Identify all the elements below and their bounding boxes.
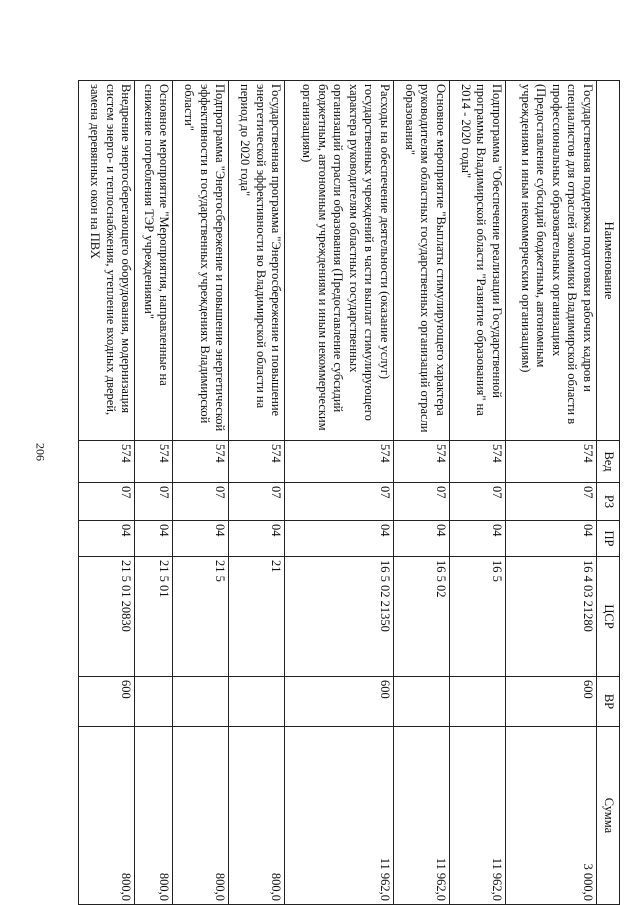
- row-sum: 800,0: [173, 727, 229, 905]
- table-row: [79, 81, 135, 905]
- row-pr: 04: [79, 521, 135, 557]
- row-name: Подпрограмма "Обеспечение реализации Государственной программы Владимирской области "Развитие образования" на 2014 - 2020 годы": [449, 81, 505, 441]
- table-row: [229, 81, 285, 905]
- header-ved: Вед: [597, 441, 620, 483]
- row-name: Основное мероприятие "Мероприятия, направленные на снижение потребления ТЭР учреждениями": [135, 81, 173, 441]
- row-name: Основное мероприятие "Выплаты стимулирующего характера руководителям областных государственных организаций отрасли образования": [394, 81, 450, 441]
- row-csr: 16 5 02 21350: [285, 557, 394, 677]
- row-vr: 600: [79, 677, 135, 727]
- header-name: Наименование: [597, 81, 620, 441]
- row-pr: 04: [229, 521, 285, 557]
- row-rz: 07: [394, 483, 450, 521]
- row-sum: 800,0: [79, 727, 135, 905]
- header-sum: Сумма: [597, 727, 620, 905]
- row-rz: 07: [449, 483, 505, 521]
- row-rz: 07: [229, 483, 285, 521]
- row-rz: 07: [135, 483, 173, 521]
- row-pr: 04: [505, 521, 596, 557]
- row-csr: 21 5 01 20830: [79, 557, 135, 677]
- row-pr: 04: [173, 521, 229, 557]
- row-csr: 16 5: [449, 557, 505, 677]
- row-csr: 21: [229, 557, 285, 677]
- row-pr: 04: [394, 521, 450, 557]
- table-row: [135, 81, 173, 905]
- row-vr: [173, 677, 229, 727]
- row-csr: 16 4 03 21280: [505, 557, 596, 677]
- row-csr: 16 5 02: [394, 557, 450, 677]
- page-number: 206: [33, 443, 48, 461]
- row-sum: 3 000,0: [505, 727, 596, 905]
- row-name: Внедрение энергосберегающего оборудования, модернизация систем энерго- и теплоснабжения, утепление входных дверей, замена деревянных окон на ПВХ: [79, 81, 135, 441]
- table-row: [449, 81, 505, 905]
- table-header-row: [597, 81, 620, 905]
- row-rz: 07: [285, 483, 394, 521]
- budget-table: [78, 80, 620, 905]
- header-pr: ПР: [597, 521, 620, 557]
- row-ved: 574: [173, 441, 229, 483]
- row-csr: 21 5 01: [135, 557, 173, 677]
- row-ved: 574: [394, 441, 450, 483]
- row-sum: 800,0: [135, 727, 173, 905]
- header-csr: ЦСР: [597, 557, 620, 677]
- row-ved: 574: [505, 441, 596, 483]
- row-name: Государственная поддержка подготовки рабочих кадров и специалистов для отраслей экономики Владимирской области в профессиональных образовательных организациях (Предоставление субсидий бюджетным, автономным учреждениям и иным некоммерческим организациям): [505, 81, 596, 441]
- row-rz: 07: [505, 483, 596, 521]
- row-pr: 04: [449, 521, 505, 557]
- budget-table-container: [78, 80, 620, 904]
- row-csr: 21 5: [173, 557, 229, 677]
- row-ved: 574: [285, 441, 394, 483]
- row-vr: 600: [285, 677, 394, 727]
- row-vr: [135, 677, 173, 727]
- header-rz: РЗ: [597, 483, 620, 521]
- row-ved: 574: [79, 441, 135, 483]
- table-row: [394, 81, 450, 905]
- row-name: Государственная программа "Энергосбережение и повышение энергетической эффективности во Владимирской области на период до 2020 года": [229, 81, 285, 441]
- table-row: [285, 81, 394, 905]
- row-pr: 04: [285, 521, 394, 557]
- row-pr: 04: [135, 521, 173, 557]
- row-rz: 07: [173, 483, 229, 521]
- row-sum: 11 962,0: [394, 727, 450, 905]
- row-vr: [394, 677, 450, 727]
- table-row: [173, 81, 229, 905]
- row-rz: 07: [79, 483, 135, 521]
- row-vr: [449, 677, 505, 727]
- header-vr: ВР: [597, 677, 620, 727]
- row-sum: 11 962,0: [449, 727, 505, 905]
- row-ved: 574: [135, 441, 173, 483]
- row-vr: 600: [505, 677, 596, 727]
- row-name: Подпрограмма "Энергосбережение и повышение энергетической эффективности в государственных учреждениях Владимирской области": [173, 81, 229, 441]
- row-vr: [229, 677, 285, 727]
- row-sum: 11 962,0: [285, 727, 394, 905]
- row-name: Расходы на обеспечение деятельности (оказание услуг) государственных учреждений в части выплат стимулирующего характера руководителям областных государственных организаций отрасли образования (Предоставление субсидий бюджетным, автономным учреждениям и иным некоммерческим организациям): [285, 81, 394, 441]
- row-ved: 574: [229, 441, 285, 483]
- row-sum: 800,0: [229, 727, 285, 905]
- table-row: [505, 81, 596, 905]
- row-ved: 574: [449, 441, 505, 483]
